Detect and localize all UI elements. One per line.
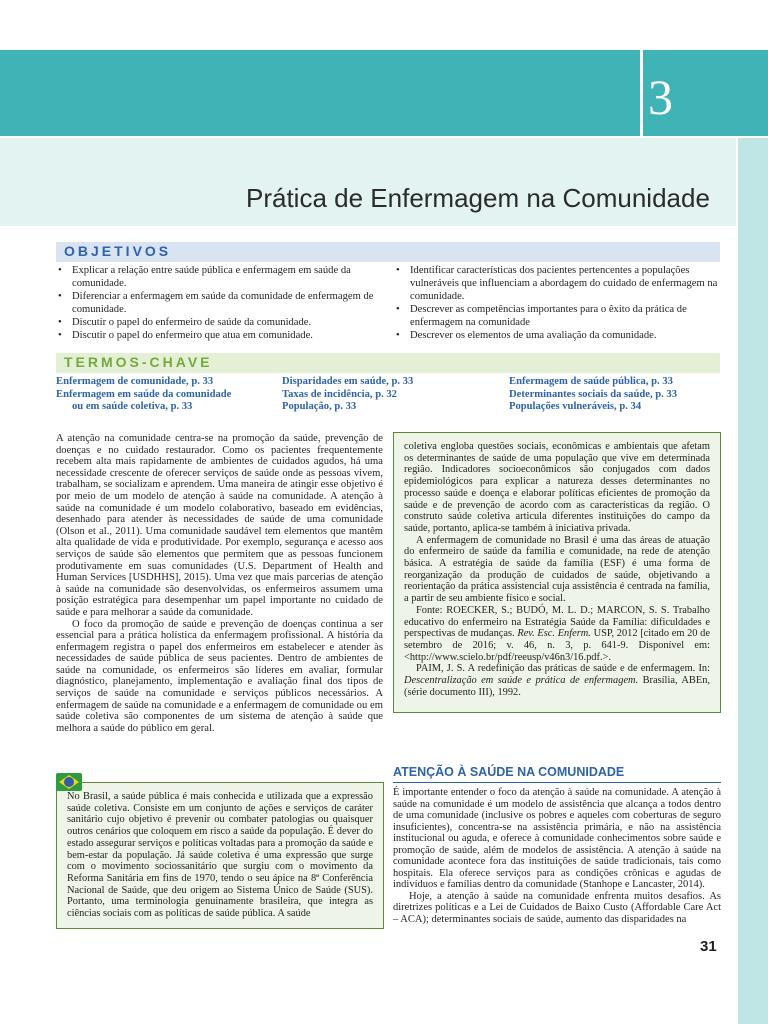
box-reference	[404, 605, 710, 664]
objective-item: • Discutir o papel do enfermeiro que atua em comunidade.	[56, 330, 386, 343]
reference-text: Brasília, ABEn, (série documento III), 1992.	[404, 675, 710, 698]
key-terms-column-1	[56, 376, 286, 414]
objective-item: • Explicar a relação entre saúde pública e enfermagem em saúde da comunidade.	[56, 265, 386, 291]
box-paragraph: No Brasil, a saúde pública é mais conhecida e utilizada que a expressão saúde coletiva. Consiste em um conjunto de ações e serviços de caráter sanitário cujo objetivo é prevenir ou combater patologias ou quaisquer outros cenários que coloquem em risco a saúde da população. É dever do estado assegurar serviços e políticas voltadas para a promoção da saúde e bem-estar da população. Já saúde coletiva é uma expressão que surge com o movimento sociossanitário que surgiu com o movimento da Reforma Sanitária em fins de 1970, tendo o seu ápice na 8ª Conferência Nacional de Saúde, que deu origem ao Sistema Único de Saúde (SUS). Portanto, uma terminologia genuinamente brasileira, que integra as ciências sociais com as políticas de saúde pública. A saúde	[67, 791, 373, 920]
key-term[interactable]: Taxas de incidência, p. 32	[282, 388, 397, 400]
objective-item: • Identificar características dos pacientes pertencentes a populações vulneráveis que influenciam a abordagem do cuidado de enfermagem na comunidade.	[394, 265, 724, 304]
info-box-continued	[393, 432, 721, 713]
header-band	[0, 50, 640, 136]
reference-book: Descentralização em saúde e prática de enfermagem.	[404, 675, 639, 687]
key-term[interactable]: Disparidades em saúde, p. 33	[282, 376, 414, 387]
objectives-list-right	[394, 265, 724, 342]
side-strip	[738, 138, 768, 1024]
box-reference	[404, 663, 710, 698]
chapter-title: Prática de Enfermagem na Comunidade	[246, 183, 710, 213]
key-terms-heading: TERMOS-CHAVE	[64, 354, 213, 370]
reference-text: USP, 2012 [citado em 20 de setembro de 2016; v. 46, n. 3, p. 641-9. Disponível em: <http://www.scielo.br/pdf/reeusp/v46n3/16.pdf.>.	[404, 628, 710, 663]
key-term[interactable]: ou em saúde coletiva, p. 33	[72, 401, 193, 413]
objectives-heading: OBJETIVOS	[64, 243, 172, 259]
page-number: 31	[700, 938, 717, 955]
top-margin	[0, 0, 768, 50]
section-divider	[393, 782, 721, 783]
key-terms-column-3	[509, 376, 724, 414]
paragraph: É importante entender o foco da atenção à saúde na comunidade. A atenção à saúde na comunidade é um modelo de assistência que alcança a todos dentro de uma comunidade (inclusive os pobres e aqueles com coberturas de seguro insuficientes), concentra-se na assistência primária, e não na assistência institucional ou aguda, e oferece à comunidade conhecimentos sobre saúde e promoção de saúde, além de modelos de assistência. A atenção à saúde na comunidade acontece fora das instituições de saúde tradicionais, tais como hospitais. Ela oferece serviços para as condições crônicas e agudas de indivíduos e famílias dentro da comunidade (Stanhope e Lancaster, 2014).	[393, 787, 721, 890]
info-box-brazil	[56, 782, 384, 929]
reference-text: PAIM, J. S. A redefinição das práticas de saúde e de enfermagem. In:	[416, 663, 710, 675]
reference-text: Fonte: ROECKER, S.; BUDÓ, M. L. D.; MARCON, S. S. Trabalho educativo do enfermeiro na Estratégia Saúde da Família: dificuldades e perspectivas de mudanças.	[404, 604, 710, 640]
key-term[interactable]: Enfermagem em saúde da comunidade	[56, 388, 232, 400]
section-heading: ATENÇÃO À SAÚDE NA COMUNIDADE	[393, 765, 625, 779]
key-term[interactable]: Populações vulneráveis, p. 34	[509, 401, 642, 413]
brazil-flag-icon	[56, 773, 82, 791]
paragraph: Hoje, a atenção à saúde na comunidade enfrenta muitos desafios. As diretrizes políticas e a Lei de Cuidados de Baixo Custo (Affordable Care Act – ACA); determinantes sociais de saúde, aumento das disparidades na	[393, 890, 721, 925]
objective-item: • Descrever os elementos de uma avaliação da comunidade.	[394, 330, 724, 343]
reference-journal: Rev. Esc. Enferm.	[517, 628, 591, 640]
key-terms-column-2	[282, 376, 502, 414]
objective-item: • Descrever as competências importantes para o êxito da prática de enfermagem na comunidade	[394, 304, 724, 330]
body-text-left	[56, 433, 383, 734]
key-term[interactable]: Determinantes sociais da saúde, p. 33	[509, 388, 678, 400]
key-term[interactable]: Enfermagem de saúde pública, p. 33	[509, 376, 673, 387]
chapter-number: 3	[648, 69, 673, 125]
body-text-right	[393, 787, 721, 925]
objective-item: • Diferenciar a enfermagem em saúde da comunidade de enfermagem de comunidade.	[56, 291, 386, 317]
key-term[interactable]: Enfermagem de comunidade, p. 33	[56, 376, 214, 387]
paragraph: O foco da promoção de saúde e prevenção de doenças continua a ser essencial para a prática holística da enfermagem profissional. A história da enfermagem registra o papel dos enfermeiros em estabelecer e atender às necessidades de saúde pública de seus pacientes. Dentro de ambientes de saúde na comunidade, os enfermeiros são líderes em avaliar, formular diagnóstico, planejamento, implementação e avaliação final dos tipos de serviços de saúde na comunidade e serviços públicos necessários. A enfermagem de saúde na comunidade e a enfermagem de comunidade ou em saúde coletiva são componentes de um sistema de atenção à saúde que melhora a saúde do público em geral.	[56, 618, 383, 734]
key-term[interactable]: População, p. 33	[282, 401, 357, 413]
paragraph: A atenção na comunidade centra-se na promoção da saúde, prevenção de doenças e no cuidado restaurador. Como os pacientes frequentemente recebem alta mais rapidamente de ambientes de cuidados agudos, há uma necessidade crescente de oferecer serviços de saúde onde as pessoas vivem, trabalham, se socializam e aprendem. Uma maneira de atingir esse objetivo é por meio de um modelo de atenção à saúde na comunidade. A atenção à saúde na comunidade é um modelo colaborativo, baseado em evidências, desenhado para atender às necessidades de saúde de uma comunidade (Olson et al., 2011). Uma comunidade saudável tem elementos que mantêm alta qualidade de vida e produtividade. Por exemplo, segurança e acesso aos serviços de saúde são elementos que permitem que as pessoas funcionem produtivamente em suas comunidades (U.S. Department of Health and Human Services [USDHHS], 2015). Uma vez que mais parcerias de atenção à saúde na comunidade são desenvolvidas, os enfermeiros assumem uma posição estratégica para desempenhar um papel importante no cuidado de saúde e para melhorar a saúde da comunidade.	[56, 433, 383, 618]
objective-item: • Discutir o papel do enfermeiro de saúde da comunidade.	[56, 317, 386, 330]
box-paragraph: coletiva engloba questões sociais, econômicas e ambientais que afetam os determinantes de saúde de uma população que vive em determinada região. Indicadores socioeconômicos são conjugados com dados epidemiológicos para explicar a natureza desses determinantes no processo saúde e doença e elaborar políticas eficientes de promoção da saúde e de prevenção de acordo com as características da região. O construto saúde coletiva articula diferentes instituições do campo da saúde, portanto, aplica-se também à iniciativa privada.	[404, 441, 710, 534]
objectives-list-left	[56, 265, 386, 342]
box-paragraph: A enfermagem de comunidade no Brasil é uma das áreas de atuação do enfermeiro de saúde da família e comunidade, na rede de atenção básica. A estratégia de saúde da família (ESF) é uma forma de reorganização da produção de cuidados de saúde, objetivando a reorientação da prática assistencial cuja assistência é centrada na família, a partir de seu ambiente físico e social.	[404, 534, 710, 605]
